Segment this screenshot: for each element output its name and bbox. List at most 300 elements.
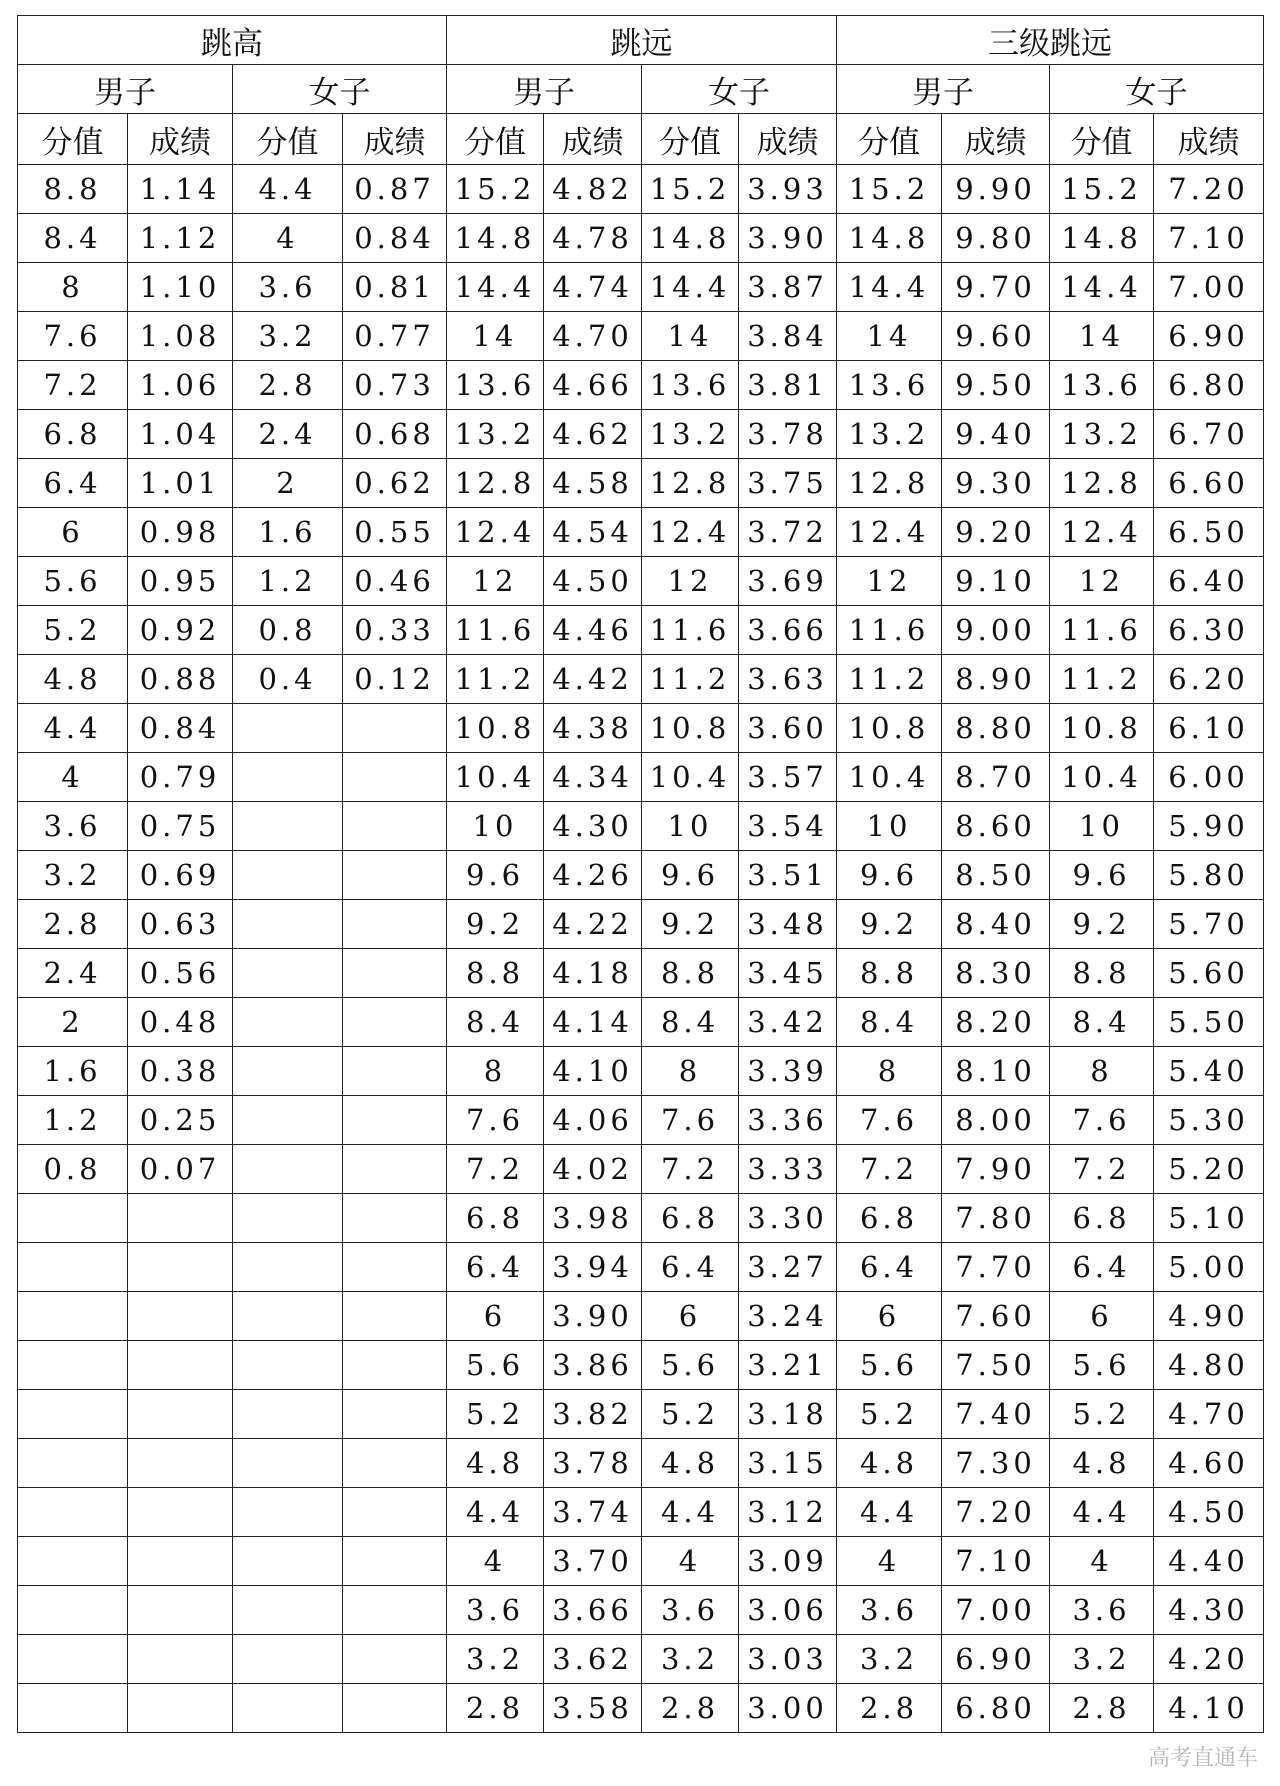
- table-cell: 3.48: [739, 900, 837, 949]
- column-header-score: 分值: [837, 114, 942, 165]
- table-cell: [343, 1537, 447, 1586]
- table-cell: 0.79: [128, 753, 233, 802]
- table-cell: [128, 1194, 233, 1243]
- table-cell: 8.80: [942, 704, 1050, 753]
- table-cell: [343, 998, 447, 1047]
- table-cell: 1.6: [233, 508, 343, 557]
- table-cell: [128, 1243, 233, 1292]
- table-cell: 0.75: [128, 802, 233, 851]
- table-cell: 9.50: [942, 361, 1050, 410]
- table-cell: 5.70: [1154, 900, 1264, 949]
- table-cell: 7.2: [1050, 1145, 1154, 1194]
- table-cell: 7.80: [942, 1194, 1050, 1243]
- table-cell: 5.80: [1154, 851, 1264, 900]
- table-cell: 9.30: [942, 459, 1050, 508]
- table-cell: 2.8: [642, 1684, 739, 1733]
- table-cell: 4.18: [544, 949, 642, 998]
- table-cell: 0.68: [343, 410, 447, 459]
- table-cell: 3.27: [739, 1243, 837, 1292]
- table-cell: 6.50: [1154, 508, 1264, 557]
- table-cell: 0.25: [128, 1096, 233, 1145]
- table-cell: 7.2: [837, 1145, 942, 1194]
- table-cell: 4.30: [544, 802, 642, 851]
- table-cell: 0.56: [128, 949, 233, 998]
- table-cell: 4.8: [1050, 1439, 1154, 1488]
- table-cell: [233, 1390, 343, 1439]
- table-cell: 0.38: [128, 1047, 233, 1096]
- table-cell: 4.4: [1050, 1488, 1154, 1537]
- table-cell: 9.00: [942, 606, 1050, 655]
- table-cell: [343, 1243, 447, 1292]
- table-cell: 6.20: [1154, 655, 1264, 704]
- table-cell: 6: [18, 508, 128, 557]
- table-cell: 10.4: [447, 753, 544, 802]
- table-row: [18, 1194, 1264, 1243]
- table-cell: 13.2: [642, 410, 739, 459]
- table-cell: 3.33: [739, 1145, 837, 1194]
- table-cell: 3.69: [739, 557, 837, 606]
- table-row: [18, 655, 1264, 704]
- table-cell: 4.74: [544, 263, 642, 312]
- table-cell: 4: [18, 753, 128, 802]
- table-cell: 1.2: [233, 557, 343, 606]
- table-cell: 0.48: [128, 998, 233, 1047]
- table-cell: 4.90: [1154, 1292, 1264, 1341]
- table-cell: 2.4: [18, 949, 128, 998]
- table-cell: 3.06: [739, 1586, 837, 1635]
- table-cell: 3.6: [837, 1586, 942, 1635]
- table-cell: 6: [837, 1292, 942, 1341]
- table-cell: 7.2: [447, 1145, 544, 1194]
- table-cell: [233, 1684, 343, 1733]
- table-cell: 4.62: [544, 410, 642, 459]
- table-cell: 8: [447, 1047, 544, 1096]
- table-cell: 7.2: [18, 361, 128, 410]
- table-cell: 12.8: [837, 459, 942, 508]
- table-cell: 13.2: [1050, 410, 1154, 459]
- table-cell: 7.6: [1050, 1096, 1154, 1145]
- table-cell: 5.50: [1154, 998, 1264, 1047]
- table-cell: 4.34: [544, 753, 642, 802]
- watermark: 高考直通车: [1147, 1746, 1258, 1771]
- column-header-result: 成绩: [343, 114, 447, 165]
- table-cell: 7.10: [942, 1537, 1050, 1586]
- table-cell: 9.2: [837, 900, 942, 949]
- table-cell: 3.15: [739, 1439, 837, 1488]
- table-cell: 3.39: [739, 1047, 837, 1096]
- table-cell: 6.8: [1050, 1194, 1154, 1243]
- table-cell: 3.72: [739, 508, 837, 557]
- table-cell: 4.58: [544, 459, 642, 508]
- table-row: [18, 1047, 1264, 1096]
- table-cell: 8.20: [942, 998, 1050, 1047]
- table-cell: [233, 998, 343, 1047]
- table-cell: 5.6: [642, 1341, 739, 1390]
- table-cell: 3.66: [739, 606, 837, 655]
- table-cell: 3.36: [739, 1096, 837, 1145]
- gender-header-row: [18, 65, 1264, 114]
- table-cell: 8: [18, 263, 128, 312]
- table-cell: 8.4: [642, 998, 739, 1047]
- table-cell: 14: [642, 312, 739, 361]
- table-cell: 14: [837, 312, 942, 361]
- table-cell: 3.18: [739, 1390, 837, 1439]
- table-row: [18, 1390, 1264, 1439]
- table-cell: [343, 1194, 447, 1243]
- table-cell: 7.50: [942, 1341, 1050, 1390]
- gender-header: 男子: [18, 65, 233, 114]
- table-cell: 6.4: [18, 459, 128, 508]
- table-cell: [233, 753, 343, 802]
- table-cell: 3.24: [739, 1292, 837, 1341]
- table-cell: [233, 1292, 343, 1341]
- table-cell: 3.66: [544, 1586, 642, 1635]
- table-cell: 3.81: [739, 361, 837, 410]
- table-row: [18, 704, 1264, 753]
- table-cell: 14.8: [447, 214, 544, 263]
- table-cell: 8.8: [18, 165, 128, 214]
- table-cell: 6.90: [1154, 312, 1264, 361]
- table-cell: [343, 1586, 447, 1635]
- table-cell: 8.4: [837, 998, 942, 1047]
- table-cell: 5.10: [1154, 1194, 1264, 1243]
- table-cell: 4.22: [544, 900, 642, 949]
- table-cell: 7.6: [447, 1096, 544, 1145]
- column-header-row: [18, 114, 1264, 165]
- table-cell: 3.2: [837, 1635, 942, 1684]
- table-cell: 4.70: [1154, 1390, 1264, 1439]
- table-cell: 6: [1050, 1292, 1154, 1341]
- table-row: [18, 949, 1264, 998]
- table-cell: 9.40: [942, 410, 1050, 459]
- column-header-result: 成绩: [739, 114, 837, 165]
- table-cell: 4.8: [642, 1439, 739, 1488]
- table-cell: 7.6: [642, 1096, 739, 1145]
- table-row: [18, 410, 1264, 459]
- table-cell: [233, 1537, 343, 1586]
- table-row: [18, 802, 1264, 851]
- table-cell: 0.95: [128, 557, 233, 606]
- table-cell: 3.6: [447, 1586, 544, 1635]
- table-cell: 4.40: [1154, 1537, 1264, 1586]
- table-cell: 3.94: [544, 1243, 642, 1292]
- table-cell: 9.70: [942, 263, 1050, 312]
- table-cell: 4.4: [233, 165, 343, 214]
- table-cell: 8.40: [942, 900, 1050, 949]
- table-cell: 3.2: [447, 1635, 544, 1684]
- table-cell: 5.6: [447, 1341, 544, 1390]
- table-cell: 7.60: [942, 1292, 1050, 1341]
- table-cell: 1.08: [128, 312, 233, 361]
- table-cell: 5.60: [1154, 949, 1264, 998]
- table-cell: 6.80: [942, 1684, 1050, 1733]
- table-cell: 12.4: [837, 508, 942, 557]
- table-cell: 2.8: [18, 900, 128, 949]
- table-cell: 2.8: [1050, 1684, 1154, 1733]
- table-cell: [128, 1635, 233, 1684]
- event-header-triple-jump: 三级跳远: [837, 16, 1264, 65]
- table-cell: 14.4: [447, 263, 544, 312]
- table-cell: 6.4: [642, 1243, 739, 1292]
- table-cell: [18, 1439, 128, 1488]
- table-cell: [128, 1537, 233, 1586]
- table-cell: 12.4: [1050, 508, 1154, 557]
- table-cell: 14: [447, 312, 544, 361]
- table-cell: 8.8: [1050, 949, 1154, 998]
- table-cell: 3.87: [739, 263, 837, 312]
- table-cell: 5.2: [18, 606, 128, 655]
- table-cell: 7.00: [942, 1586, 1050, 1635]
- table-cell: [233, 1439, 343, 1488]
- table-cell: 8.50: [942, 851, 1050, 900]
- table-cell: 10.4: [837, 753, 942, 802]
- table-cell: 6.4: [837, 1243, 942, 1292]
- table-cell: 11.2: [642, 655, 739, 704]
- table-row: [18, 606, 1264, 655]
- table-cell: 3.12: [739, 1488, 837, 1537]
- table-cell: 3.58: [544, 1684, 642, 1733]
- table-cell: 0.73: [343, 361, 447, 410]
- table-cell: 10: [1050, 802, 1154, 851]
- table-cell: 8.70: [942, 753, 1050, 802]
- table-cell: 1.2: [18, 1096, 128, 1145]
- table-cell: 4.54: [544, 508, 642, 557]
- table-cell: [128, 1292, 233, 1341]
- table-cell: [343, 1439, 447, 1488]
- table-cell: 5.2: [1050, 1390, 1154, 1439]
- table-cell: 0.33: [343, 606, 447, 655]
- table-cell: [343, 949, 447, 998]
- table-cell: 7.00: [1154, 263, 1264, 312]
- table-cell: [128, 1488, 233, 1537]
- table-cell: 6.4: [447, 1243, 544, 1292]
- table-cell: 0.69: [128, 851, 233, 900]
- table-cell: [343, 1390, 447, 1439]
- table-row: [18, 1537, 1264, 1586]
- table-cell: 3.62: [544, 1635, 642, 1684]
- table-cell: 12.4: [642, 508, 739, 557]
- gender-header: 女子: [233, 65, 447, 114]
- table-cell: [343, 1096, 447, 1145]
- table-cell: 2.8: [837, 1684, 942, 1733]
- table-cell: 3.70: [544, 1537, 642, 1586]
- table-cell: [233, 1243, 343, 1292]
- table-cell: 4.50: [544, 557, 642, 606]
- table-cell: 3.09: [739, 1537, 837, 1586]
- table-cell: 3.93: [739, 165, 837, 214]
- table-cell: [18, 1292, 128, 1341]
- column-header-score: 分值: [447, 114, 544, 165]
- table-cell: 4.4: [642, 1488, 739, 1537]
- table-row: [18, 1488, 1264, 1537]
- table-cell: 14: [1050, 312, 1154, 361]
- table-cell: 8.00: [942, 1096, 1050, 1145]
- table-cell: 1.04: [128, 410, 233, 459]
- table-cell: [343, 1145, 447, 1194]
- table-cell: 4.42: [544, 655, 642, 704]
- table-cell: [18, 1684, 128, 1733]
- table-cell: 5.6: [837, 1341, 942, 1390]
- table-cell: 3.00: [739, 1684, 837, 1733]
- table-cell: 3.21: [739, 1341, 837, 1390]
- table-cell: [233, 1635, 343, 1684]
- table-cell: 0.62: [343, 459, 447, 508]
- table-cell: 5.6: [18, 557, 128, 606]
- table-cell: 3.63: [739, 655, 837, 704]
- table-cell: 3.78: [544, 1439, 642, 1488]
- table-cell: 6.8: [447, 1194, 544, 1243]
- table-cell: [343, 900, 447, 949]
- table-cell: 8.4: [18, 214, 128, 263]
- table-cell: 5.6: [1050, 1341, 1154, 1390]
- event-header-high-jump: 跳高: [18, 16, 447, 65]
- table-cell: 0.84: [128, 704, 233, 753]
- table-cell: 4.10: [544, 1047, 642, 1096]
- table-cell: 6: [447, 1292, 544, 1341]
- table-cell: 8.90: [942, 655, 1050, 704]
- table-cell: 2: [233, 459, 343, 508]
- table-cell: 0.92: [128, 606, 233, 655]
- table-cell: 0.77: [343, 312, 447, 361]
- column-header-score: 分值: [642, 114, 739, 165]
- table-row: [18, 1145, 1264, 1194]
- table-cell: 11.6: [837, 606, 942, 655]
- table-cell: 9.6: [447, 851, 544, 900]
- table-cell: [233, 704, 343, 753]
- table-cell: 4.50: [1154, 1488, 1264, 1537]
- table-cell: 5.2: [642, 1390, 739, 1439]
- table-cell: 3.90: [544, 1292, 642, 1341]
- table-cell: 3.90: [739, 214, 837, 263]
- table-cell: 11.2: [447, 655, 544, 704]
- table-cell: 3.2: [18, 851, 128, 900]
- table-cell: 6.8: [642, 1194, 739, 1243]
- table-cell: 10: [837, 802, 942, 851]
- table-cell: 9.80: [942, 214, 1050, 263]
- column-header-score: 分值: [1050, 114, 1154, 165]
- table-cell: [343, 1684, 447, 1733]
- gender-header: 女子: [1050, 65, 1264, 114]
- table-cell: [343, 1292, 447, 1341]
- table-cell: 11.6: [1050, 606, 1154, 655]
- table-cell: [128, 1684, 233, 1733]
- gender-header: 男子: [447, 65, 642, 114]
- table-cell: 10.8: [837, 704, 942, 753]
- table-cell: 6.70: [1154, 410, 1264, 459]
- table-cell: [343, 753, 447, 802]
- table-cell: 14.8: [837, 214, 942, 263]
- table-cell: [18, 1341, 128, 1390]
- table-cell: 14.8: [1050, 214, 1154, 263]
- table-cell: 3.6: [18, 802, 128, 851]
- table-cell: 1.14: [128, 165, 233, 214]
- table-cell: 6.00: [1154, 753, 1264, 802]
- table-cell: 4.80: [1154, 1341, 1264, 1390]
- table-cell: 13.6: [1050, 361, 1154, 410]
- table-cell: 3.2: [642, 1635, 739, 1684]
- table-cell: [233, 1145, 343, 1194]
- table-row: [18, 312, 1264, 361]
- table-cell: 12: [837, 557, 942, 606]
- table-cell: 4.30: [1154, 1586, 1264, 1635]
- table-cell: 11.2: [837, 655, 942, 704]
- event-header-row: [18, 16, 1264, 65]
- table-cell: 4.60: [1154, 1439, 1264, 1488]
- table-row: [18, 508, 1264, 557]
- table-cell: 8.4: [447, 998, 544, 1047]
- table-row: [18, 165, 1264, 214]
- column-header-result: 成绩: [1154, 114, 1264, 165]
- table-row: [18, 753, 1264, 802]
- table-cell: [343, 1341, 447, 1390]
- table-cell: 3.75: [739, 459, 837, 508]
- table-cell: 7.6: [837, 1096, 942, 1145]
- table-cell: 4.46: [544, 606, 642, 655]
- table-cell: [343, 704, 447, 753]
- table-cell: 3.86: [544, 1341, 642, 1390]
- table-cell: 7.40: [942, 1390, 1050, 1439]
- table-cell: 3.84: [739, 312, 837, 361]
- table-cell: 0.12: [343, 655, 447, 704]
- table-cell: 4.82: [544, 165, 642, 214]
- table-cell: 1.06: [128, 361, 233, 410]
- table-cell: 9.2: [1050, 900, 1154, 949]
- table-cell: 6.90: [942, 1635, 1050, 1684]
- table-cell: [233, 1194, 343, 1243]
- table-cell: 13.6: [837, 361, 942, 410]
- table-row: [18, 1635, 1264, 1684]
- table-cell: 4.4: [18, 704, 128, 753]
- table-cell: 3.6: [642, 1586, 739, 1635]
- gender-header: 男子: [837, 65, 1050, 114]
- table-cell: 8: [1050, 1047, 1154, 1096]
- table-cell: 1.10: [128, 263, 233, 312]
- table-cell: [18, 1390, 128, 1439]
- table-cell: 4.20: [1154, 1635, 1264, 1684]
- table-row: [18, 851, 1264, 900]
- table-cell: [343, 802, 447, 851]
- table-cell: 9.60: [942, 312, 1050, 361]
- table-cell: 7.10: [1154, 214, 1264, 263]
- table-cell: 12.8: [1050, 459, 1154, 508]
- table-cell: 2.4: [233, 410, 343, 459]
- table-cell: 10.4: [1050, 753, 1154, 802]
- table-row: [18, 1243, 1264, 1292]
- table-cell: 9.10: [942, 557, 1050, 606]
- table-cell: 9.2: [642, 900, 739, 949]
- table-cell: 8.8: [447, 949, 544, 998]
- table-cell: 11.6: [642, 606, 739, 655]
- table-cell: 15.2: [837, 165, 942, 214]
- table-cell: 9.6: [837, 851, 942, 900]
- table-cell: 6.80: [1154, 361, 1264, 410]
- table-cell: [18, 1635, 128, 1684]
- table-cell: 0.55: [343, 508, 447, 557]
- column-header-result: 成绩: [942, 114, 1050, 165]
- column-header-result: 成绩: [128, 114, 233, 165]
- table-cell: 8.60: [942, 802, 1050, 851]
- table-cell: 3.6: [1050, 1586, 1154, 1635]
- table-cell: 4.8: [837, 1439, 942, 1488]
- table-cell: 0.88: [128, 655, 233, 704]
- table-cell: 10: [642, 802, 739, 851]
- table-cell: 6.40: [1154, 557, 1264, 606]
- table-cell: 2.8: [233, 361, 343, 410]
- table-cell: 0.8: [18, 1145, 128, 1194]
- table-cell: 7.20: [942, 1488, 1050, 1537]
- table-body: [18, 165, 1264, 1733]
- table-cell: 5.2: [447, 1390, 544, 1439]
